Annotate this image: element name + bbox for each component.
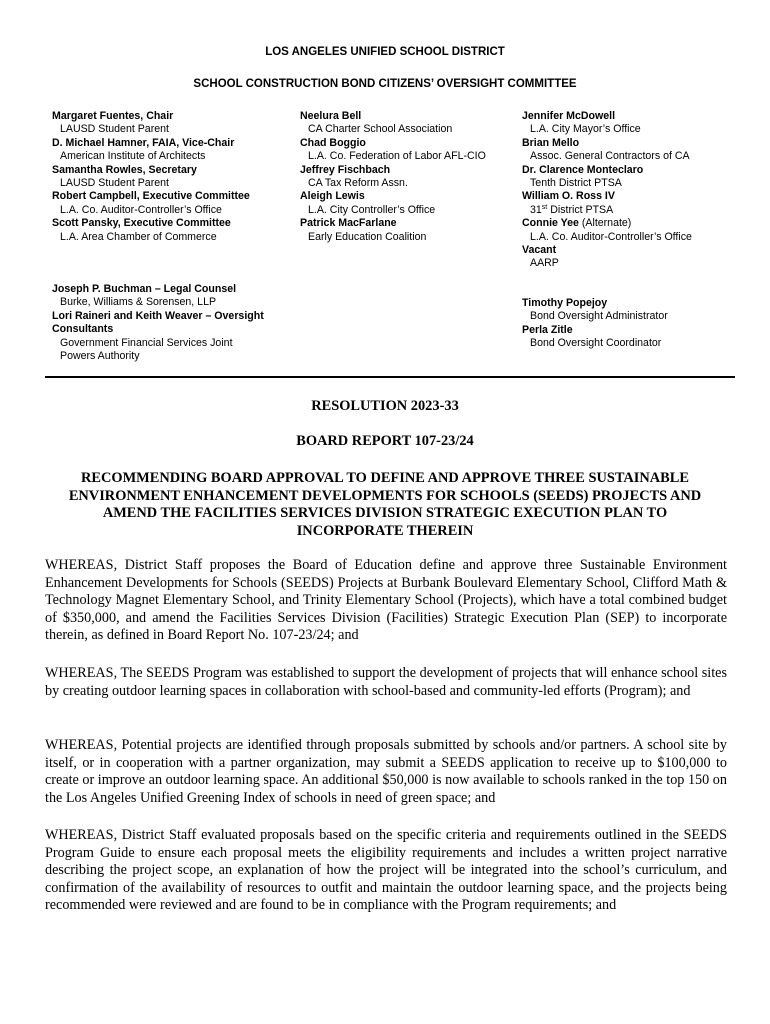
resolution-number: RESOLUTION 2023-33 [311,398,459,414]
member-name: William O. Ross IV [522,190,615,203]
member-name-note: (Alternate) [578,217,632,230]
resolution-title [40,470,730,540]
member-name: D. Michael Hamner, FAIA, Vice-Chair [52,136,235,149]
member-affiliation: American Institute of Architects [60,150,206,163]
member-affiliation: LAUSD Student Parent [60,177,169,190]
member-affiliation: AARP [530,257,559,270]
legal-counsel-affiliation: Burke, Williams & Sorensen, LLP [60,296,217,309]
committee-name: SCHOOL CONSTRUCTION BOND CITIZENS’ OVERSIGHT COMMITTEE [193,78,577,90]
member-name: Jeffrey Fischbach [300,163,391,176]
member-name: Margaret Fuentes, Chair [52,110,174,122]
whereas-paragraph: WHEREAS, District Staff evaluated proposals based on the specific criteria and requirements outlined in the SEEDS Program Guide to ensure each proposal meets the eligibility requirements and includes a written project narrative describing the project scope, an explanation of how the project will be integrated into the school’s curriculum, and confirmation of the availability of resources to outfit and maintain the outdoor learning space, and the projects being recommended were reviewed and are found to be in compliance with the Program requirements; and [45,827,727,914]
staff-right [522,297,668,351]
member-name: Chad Boggio [300,136,366,149]
members-column-1 [52,110,250,244]
board-report-number: BOARD REPORT 107-23/24 [296,433,474,449]
title-line: ENVIRONMENT ENHANCEMENT DEVELOPMENTS FOR SCHOOLS (SEEDS) PROJECTS AND [68,487,702,504]
oversight-consultants-name: Lori Raineri and Keith Weaver – Oversight [52,309,264,322]
member-affiliation: L.A. Co. Auditor-Controller’s Office [60,203,222,216]
administrator-name: Timothy Popejoy [522,297,608,309]
oversight-consultants-affiliation-cont: Powers Authority [60,350,140,363]
member-affiliation: Tenth District PTSA [530,177,622,190]
member-name: Dr. Clarence Monteclaro [522,163,644,176]
members-column-3 [522,110,692,271]
member-name: Jennifer McDowell [522,110,616,122]
oversight-consultants-name-cont: Consultants [52,323,114,336]
member-name: Robert Campbell, Executive Committee [52,190,250,203]
member-affiliation: CA Charter School Association [308,123,453,136]
member-affiliation: L.A. Co. Federation of Labor AFL-CIO [308,150,486,163]
district-name: LOS ANGELES UNIFIED SCHOOL DISTRICT [265,46,505,58]
member-name-line [522,217,692,230]
coordinator-role: Bond Oversight Coordinator [530,337,662,350]
member-name: Neelura Bell [300,110,362,122]
title-line: INCORPORATE THEREIN [296,522,474,539]
member-name: Patrick MacFarlane [300,217,397,230]
legal-counsel-name: Joseph P. Buchman – Legal Counsel [52,283,237,295]
coordinator-name: Perla Zitle [522,323,573,336]
member-name: Aleigh Lewis [300,190,365,203]
member-name: Vacant [522,244,557,257]
header-divider [45,376,735,378]
member-affiliation: L.A. City Mayor’s Office [530,123,641,136]
members-column-2 [300,110,486,244]
staff-left [52,283,264,363]
member-affiliation: CA Tax Reform Assn. [308,177,408,190]
member-affiliation: LAUSD Student Parent [60,123,169,136]
member-affiliation: L.A. Co. Auditor-Controller’s Office [530,230,692,243]
member-name: Brian Mello [522,136,580,149]
member-affiliation: Early Education Coalition [308,230,427,243]
member-name: Connie Yee [522,217,579,230]
member-name: Scott Pansky, Executive Committee [52,217,231,230]
title-line: AMEND THE FACILITIES SERVICES DIVISION STRATEGIC EXECUTION PLAN TO [102,505,668,521]
member-affiliation: Assoc. General Contractors of CA [530,150,690,163]
title-line: RECOMMENDING BOARD APPROVAL TO DEFINE AND APPROVE THREE SUSTAINABLE [81,470,689,486]
whereas-paragraph: WHEREAS, The SEEDS Program was established to support the development of projects that will enhance school sites by creating outdoor learning spaces in collaboration with school-based and community-led efforts (Program); and [45,665,727,699]
member-affiliation: L.A. Area Chamber of Commerce [60,230,217,243]
administrator-role: Bond Oversight Administrator [530,310,668,323]
whereas-paragraph: WHEREAS, Potential projects are identified through proposals submitted by schools and/or partners. A school site by itself, or in cooperation with a partner organization, may submit a SEEDS application to receive up to $100,000 to create or improve an outdoor learning space. An additional $50,000 is now available to schools ranked in the top 150 on the Los Angeles Unified Greening Index of schools in need of green space; and [45,737,727,806]
member-name: Samantha Rowles, Secretary [52,163,197,176]
member-affiliation: L.A. City Controller’s Office [308,203,436,216]
oversight-consultants-affiliation: Government Financial Services Joint [60,336,233,349]
member-affiliation: 31st District PTSA [530,203,614,216]
whereas-paragraph: WHEREAS, District Staff proposes the Board of Education define and approve three Sustainable Environment Enhancement Developments for Schools (SEEDS) Projects at Burbank Boulevard Elementary School, Clifford Math & Technology Magnet Elementary School, and Trinity Elementary School (Projects), which have a total combined budget of $350,000, and amend the Facilities Services Division (Facilities) Strategic Execution Plan (SEP) to incorporate therein, as defined in Board Report No. 107-23/24; and [45,557,727,644]
